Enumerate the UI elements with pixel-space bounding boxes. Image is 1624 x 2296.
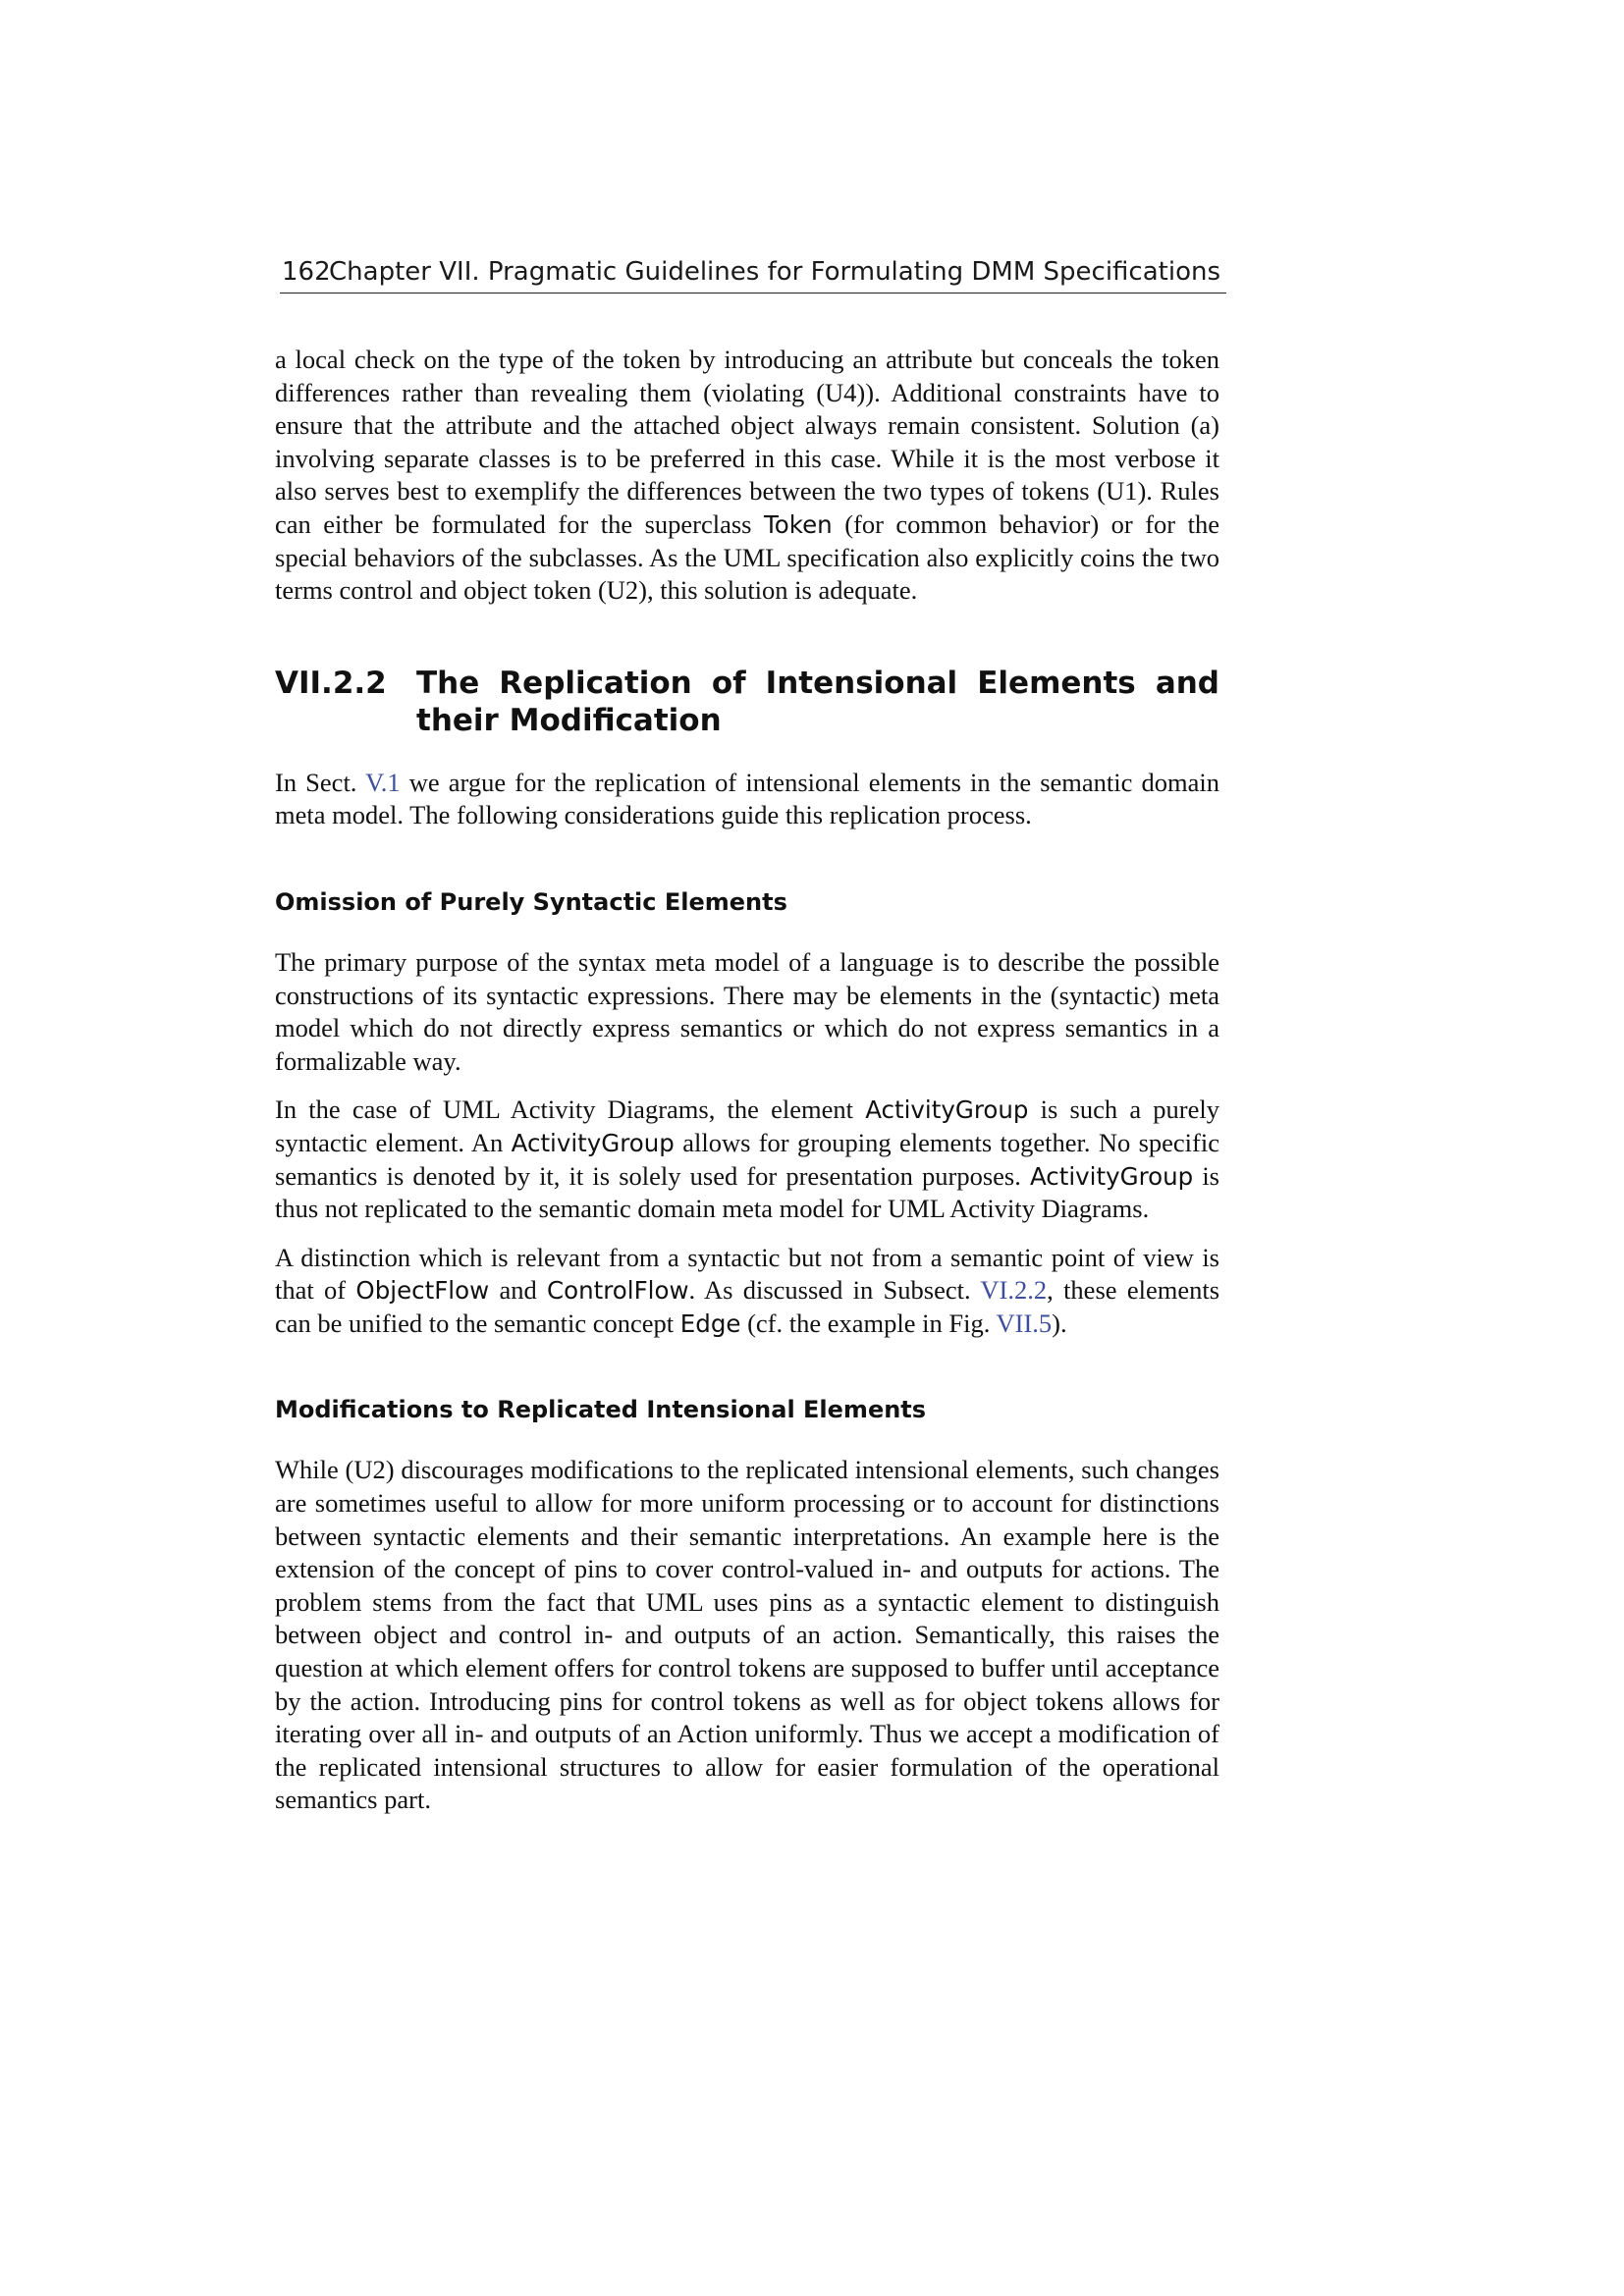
- paragraph-syntax-purpose: [275, 946, 1219, 1078]
- text-run: and: [489, 1275, 548, 1306]
- figure-reference-link[interactable]: VII.5: [996, 1308, 1053, 1338]
- running-header: [280, 257, 1226, 294]
- paragraph-flow-distinction: [275, 1242, 1219, 1341]
- code-term-edge: Edge: [679, 1308, 741, 1338]
- text-run: A distinction which is relevant from a syntactic but not from a semantic point of view is that of: [275, 1242, 1219, 1306]
- text-run: (cf. the example in Fig.: [740, 1308, 997, 1338]
- paragraph-pin-modification: [275, 1454, 1219, 1817]
- section-number: VII.2.2: [275, 665, 387, 701]
- text-run: allows for grouping elements together. No specific semantics is denoted by it, it is solely used for presentation purposes.: [275, 1127, 1219, 1191]
- cross-reference-link[interactable]: V.1: [365, 767, 401, 797]
- text-run: a local check on the type of the token by introducing an attribute but conceals the token differences rather than revealing them (violating (U4)). Additional constraints have to ensure that the attribute and the attached object always remain consistent. Solution (a) involving separate classes is to be preferred in this case. While it is the most verbose it also serves best to exemplify the differences between the two types of tokens (U1). Rules can either be formulated for the superclass: [275, 345, 1219, 539]
- code-term-objectflow: ObjectFlow: [355, 1276, 490, 1306]
- code-term-activitygroup: ActivityGroup: [1029, 1161, 1194, 1191]
- text-run: , these elements can be unified to the semantic concept: [275, 1275, 1220, 1338]
- paragraph-activitygroup: [275, 1094, 1219, 1225]
- subsection-heading-omission: Omission of Purely Syntactic Elements: [275, 887, 787, 916]
- text-run: In the case of UML Activity Diagrams, the element: [275, 1095, 866, 1125]
- code-term-activitygroup: ActivityGroup: [865, 1095, 1029, 1125]
- section-title: The Replication of Intensional Elements and their Modification: [416, 665, 1219, 738]
- text-run: The primary purpose of the syntax meta model of a language is to describe the possible constructions of its syntactic expressions. There may be elements in the (syntactic) meta model which do not directly express semantics or which do not express semantics in a formalizable way.: [275, 946, 1219, 1076]
- text-run: (for common behavior) or for the special behaviors of the subclasses. As the UML specification also explicitly coins the two terms control and object token (U2), this solution is adequate.: [275, 508, 1219, 606]
- section-heading: [275, 665, 1219, 739]
- text-run: In Sect.: [275, 767, 366, 797]
- text-run: we argue for the replication of intensional elements in the semantic domain meta model. The following considerations guide this replication process.: [275, 767, 1219, 830]
- cross-reference-link[interactable]: VI.2.2: [980, 1275, 1048, 1306]
- code-term-activitygroup: ActivityGroup: [511, 1128, 675, 1157]
- code-term-controlflow: ControlFlow: [547, 1276, 689, 1306]
- text-run: While (U2) discourages modifications to the replicated intensional elements, such changes are sometimes useful to allow for more uniform processing or to account for distinctions between syntactic elements and their semantic interpretations. An example here is the extension of the concept of pins to cover control-valued in- and outputs for actions. The problem stems from the fact that UML uses pins as a syntactic element to distinguish between object and control in- and outputs of an action. Semantically, this raises the question at which element offers for control tokens are supposed to buffer until acceptance by the action. Introducing pins for control tokens as well as for object tokens allows for iterating over all in- and outputs of an Action uniformly. Thus we accept a modification of the replicated intensional structures to allow for easier formulation of the operational semantics part.: [275, 1455, 1219, 1815]
- paragraph-replication-intro: [275, 767, 1219, 832]
- body-text: [275, 344, 1219, 1833]
- text-run: is such a purely syntactic element. An: [275, 1095, 1219, 1157]
- paragraph-token-solution: [275, 344, 1219, 608]
- page-number: 162: [282, 257, 331, 287]
- chapter-title: Chapter VII. Pragmatic Guidelines for Formulating DMM Specifications: [329, 257, 1220, 287]
- subsection-heading-modifications: Modifications to Replicated Intensional Elements: [275, 1396, 927, 1424]
- text-run: . As discussed in Subsect.: [688, 1275, 981, 1306]
- code-term-token: Token: [763, 509, 833, 539]
- text-run: ).: [1052, 1308, 1067, 1338]
- text-run: is thus not replicated to the semantic domain meta model for UML Activity Diagrams.: [275, 1160, 1219, 1224]
